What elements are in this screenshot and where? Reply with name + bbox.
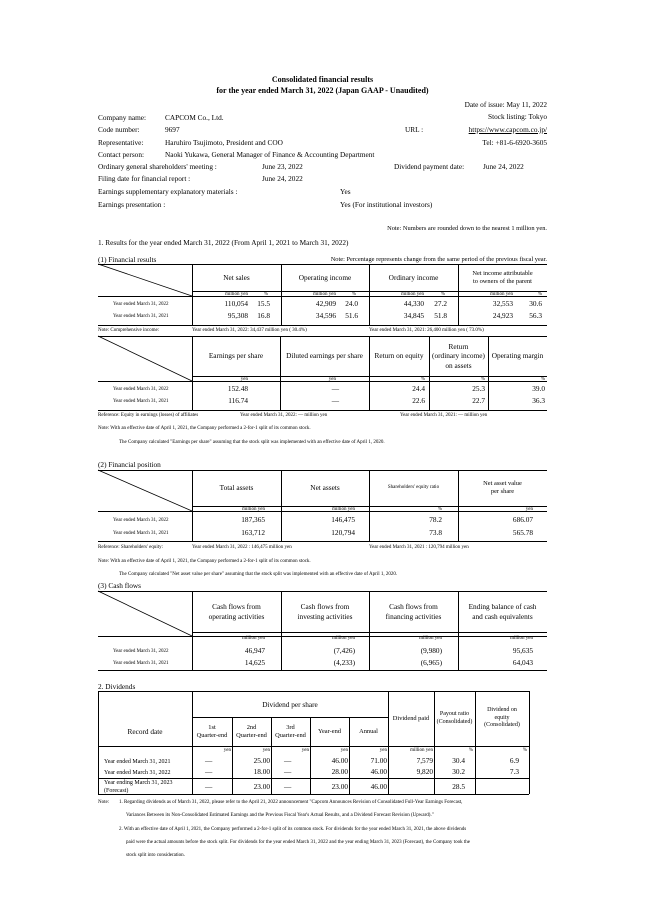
table-cell: — — [205, 767, 213, 776]
unit-label: yen — [240, 377, 248, 382]
col-3rd-quarter: 3rd Quarter-end — [275, 723, 306, 739]
row-label: Year ended March 31, 2021 — [113, 661, 169, 666]
unit-label: % — [540, 377, 545, 382]
table-cell: 163,712 — [241, 528, 265, 537]
unit-label: million yen — [490, 292, 513, 297]
unit-label: % — [420, 377, 425, 382]
unit-label: yen — [223, 748, 231, 753]
table-cell: — — [331, 396, 339, 405]
col-1st-quarter: 1st Quarter-end — [196, 723, 228, 739]
dividend-note-1a: 1. Regarding dividends as of March 31, 2022, please refer to the April 21, 2022 announcement "Capcom Announces Revision of Consolidated Full-Year Earnings Forecast, — [119, 800, 463, 805]
table-cell: 686.07 — [512, 515, 533, 524]
col-operating-income: Operating income — [298, 272, 352, 282]
table-cell: 187,365 — [241, 515, 265, 524]
table-cell: 56.3 — [529, 311, 542, 320]
dividend-note-2b: paid were the actual amounts before the stock split. For dividends for the year ended March 31, 2022 and the year ending March 31, 2023 (Forecast), the Company took the — [126, 840, 470, 845]
col-eps: Earnings per share — [208, 351, 264, 361]
table-cell: 46.00 — [331, 756, 348, 765]
table-cell: — — [284, 782, 292, 791]
table-cell: 28.5 — [452, 782, 465, 791]
col-roa: Return (ordinary income) on assets — [432, 342, 485, 370]
row-label: Year ended March 31, 2021 — [104, 759, 171, 765]
table-cell: 25.3 — [472, 384, 485, 393]
row-label: Year ended March 31, 2021 — [113, 531, 169, 536]
unit-label: % — [522, 748, 527, 753]
table-cell: 51.6 — [345, 311, 358, 320]
filing-value: June 24, 2022 — [262, 174, 303, 183]
table-cell: 46,947 — [244, 646, 265, 655]
equity-affiliates-ref: Reference: Equity in earnings (losses) of affiliates — [98, 413, 199, 418]
table-cell: (9,980) — [420, 646, 442, 655]
col-operating-cf: Cash flows from operating activities — [208, 602, 265, 621]
col-net-assets: Net assets — [310, 483, 340, 493]
url-label: URL : — [405, 125, 424, 134]
row-label: Year ended March 31, 2022 — [104, 770, 171, 776]
col-dividend-per-share: Dividend per share — [262, 700, 318, 710]
representative-label: Representative: — [98, 138, 144, 147]
row-label: Year ended March 31, 2021 — [113, 314, 169, 319]
unit-label: yen — [301, 748, 309, 753]
table-cell: 95,635 — [512, 646, 533, 655]
table-cell: 15.5 — [257, 299, 270, 308]
report-title-line1: Consolidated financial results — [271, 75, 374, 84]
dividend-payment-label: Dividend payment date: — [394, 162, 465, 171]
col-net-income: Net income attributable to owners of the parent — [472, 269, 533, 285]
unit-label: yen — [328, 377, 336, 382]
col-dividend-on-equity: Dividend on equity (Consolidated) — [484, 707, 520, 729]
table-cell: 18.00 — [253, 767, 270, 776]
company-label: Company name: — [98, 113, 147, 122]
col-annual: Annual — [359, 727, 378, 735]
unit-label: % — [437, 507, 442, 512]
dividends-heading: 2. Dividends — [98, 682, 136, 691]
table-cell: 152.48 — [227, 384, 248, 393]
table-cell: 27.2 — [434, 299, 447, 308]
table-cell: 25.00 — [253, 756, 270, 765]
col-roe: Return on equity — [374, 351, 424, 361]
table-cell: 565.78 — [512, 528, 533, 537]
table-cell: — — [205, 756, 213, 765]
unit-label: million yen — [510, 636, 533, 641]
table-cell: 42,909 — [315, 299, 336, 308]
shareholders-equity-2022: Year ended March 31, 2022 : 146,475 million yen — [192, 545, 292, 550]
rounding-note: Note: Numbers are rounded down to the nearest 1 million yen. — [387, 225, 547, 232]
table-cell: 23.00 — [253, 782, 270, 791]
equity-affiliates-2021: Year ended March 31, 2021: — million yen — [400, 413, 488, 418]
dividend-note-1b: Variances Between its Non-Consolidated Estimated Earnings and the Previous Fiscal Year's Actual Results, and a Dividend Forecast Revision (Upward)." — [126, 813, 434, 818]
table-cell: 44,330 — [403, 299, 424, 308]
table-cell: 30.2 — [452, 767, 465, 776]
table-cell: 64,043 — [512, 658, 533, 667]
col-record-date: Record date — [127, 726, 163, 736]
table-cell: — — [331, 384, 339, 393]
unit-label: % — [468, 748, 473, 753]
table-cell: 7,579 — [416, 756, 433, 765]
table-cell: (4,233) — [333, 658, 355, 667]
table-cell: 46.00 — [370, 767, 387, 776]
shareholders-equity-2021: Year ended March 31, 2021 : 120,794 million yen — [369, 545, 469, 550]
table-cell: 39.0 — [532, 384, 545, 393]
unit-label: million yen — [225, 292, 248, 297]
row-label: Year ending March 31, 2023 (Forecast) — [104, 780, 173, 794]
table-cell: 22.6 — [412, 396, 425, 405]
table-cell: 146,475 — [331, 515, 355, 524]
table-cell: 32,553 — [492, 299, 513, 308]
row-label: Year ended March 31, 2022 — [113, 387, 169, 392]
table-cell: 23.00 — [331, 782, 348, 791]
table-cell: 6.9 — [509, 756, 519, 765]
dividend-payment-value: June 24, 2022 — [483, 162, 524, 171]
financial-position-heading: (2) Financial position — [98, 460, 161, 469]
col-nav-per-share: Net asset value per share — [483, 480, 522, 495]
table-cell: 16.8 — [257, 311, 270, 320]
table-cell: 14,625 — [244, 658, 265, 667]
col-operating-margin: Operating margin — [491, 351, 544, 361]
table-cell: 24,923 — [492, 311, 513, 320]
dividend-note-2a: 2. With an effective date of April 1, 2021, the Company performed a 2-for-1 split of its common stock. For dividends for the year ended March 31, 2021, the above dividends — [119, 827, 467, 832]
table-cell: 34,596 — [315, 311, 336, 320]
equity-affiliates-2022: Year ended March 31, 2022: — million yen — [240, 413, 328, 418]
table-cell: 73.8 — [429, 528, 442, 537]
comprehensive-income-2021: Year ended March 31, 2021: 26,400 million yen ( 73.0%) — [369, 328, 484, 333]
unit-label: million yen — [242, 636, 265, 641]
col-dividend-paid: Dividend paid — [392, 714, 430, 722]
row-label: Year ended March 31, 2022 — [113, 649, 169, 654]
unit-label: million yen — [332, 507, 355, 512]
unit-label: yen — [262, 748, 270, 753]
col-investing-cf: Cash flows from investing activities — [297, 602, 353, 621]
unit-label: million yen — [410, 748, 433, 753]
unit-label: yen — [340, 748, 348, 753]
unit-label: % — [537, 292, 542, 297]
supplementary-label: Earnings supplementary explanatory materials : — [98, 187, 238, 196]
table-cell: — — [205, 782, 213, 791]
table-cell: 9,820 — [416, 767, 433, 776]
col-payout-ratio: Payout ratio (Consolidated) — [436, 711, 473, 725]
agm-value: June 23, 2022 — [262, 162, 303, 171]
table-cell: 78.2 — [429, 515, 442, 524]
row-label: Year ended March 31, 2021 — [113, 399, 169, 404]
comprehensive-income-note: Note: Comprehensive income: — [98, 328, 160, 333]
telephone: Tel: +81-6-6920-3605 — [482, 138, 547, 147]
supplementary-value: Yes — [340, 187, 351, 196]
unit-label: % — [351, 292, 356, 297]
table-cell: 28.00 — [331, 767, 348, 776]
presentation-label: Earnings presentation : — [98, 200, 166, 209]
table-cell: (7,426) — [333, 646, 355, 655]
section1-title: 1. Results for the year ended March 31, 2022 (From April 1, 2021 to March 31, 2022) — [98, 238, 349, 247]
table-cell: 36.3 — [532, 396, 545, 405]
unit-label: million yen — [401, 292, 424, 297]
unit-label: % — [480, 377, 485, 382]
col-year-end: Year-end — [317, 727, 341, 735]
table-cell: (6,965) — [420, 658, 442, 667]
table-cell: 30.4 — [452, 756, 465, 765]
unit-label: % — [263, 292, 268, 297]
table-cell: 24.4 — [412, 384, 425, 393]
unit-label: % — [440, 292, 445, 297]
shareholders-equity-ref: Reference: Shareholders' equity: — [98, 545, 164, 550]
financial-results-heading: (1) Financial results — [98, 255, 157, 264]
dividend-note-label: Note: — [98, 800, 110, 805]
representative-value: Haruhiro Tsujimoto, President and COO — [165, 138, 283, 147]
unit-label: million yen — [242, 507, 265, 512]
row-label: Year ended March 31, 2022 — [113, 518, 169, 523]
company-value: CAPCOM Co., Ltd. — [165, 113, 224, 122]
row-label: Year ended March 31, 2022 — [113, 302, 169, 307]
table-cell: 46.00 — [370, 782, 387, 791]
table-cell: 24.0 — [345, 299, 358, 308]
table-cell: 51.8 — [434, 311, 447, 320]
financial-results-note: Note: Percentage represents change from the same period of the previous fiscal year. — [330, 256, 547, 263]
col-diluted-eps: Diluted earnings per share — [286, 351, 363, 361]
unit-label: million yen — [313, 292, 336, 297]
contact-label: Contact person: — [98, 150, 145, 159]
company-url-link[interactable]: https://www.capcom.co.jp/ — [468, 125, 547, 134]
table-cell: 120,794 — [331, 528, 355, 537]
col-total-assets: Total assets — [219, 483, 254, 493]
col-ordinary-income: Ordinary income — [388, 272, 439, 282]
stock-listing: Stock listing: Tokyo — [488, 112, 547, 121]
col-net-sales: Net sales — [223, 272, 250, 282]
eps-split-note-2: The Company calculated "Earnings per share" assuming that the stock split was implemented with an effective date of April 1, 2020. — [119, 440, 385, 445]
table-cell: 7.3 — [509, 767, 519, 776]
table-cell: — — [284, 756, 292, 765]
report-title-line2: for the year ended March 31, 2022 (Japan GAAP - Unaudited) — [216, 86, 429, 95]
unit-label: million yen — [419, 636, 442, 641]
table-cell: 95,308 — [227, 311, 248, 320]
table-cell: 30.6 — [529, 299, 542, 308]
eps-split-note: Note: With an effective date of April 1, 2021, the Company performed a 2-for-1 split of its common stock. — [98, 426, 311, 431]
col-ending-cash: Ending balance of cash and cash equivalents — [468, 602, 537, 621]
table-cell: — — [284, 767, 292, 776]
unit-label: yen — [379, 748, 387, 753]
nav-split-note: Note: With an effective date of April 1, 2021, the Company performed a 2-for-1 split of its common stock. — [98, 559, 311, 564]
table-cell: 116.74 — [228, 396, 248, 405]
unit-label: million yen — [332, 636, 355, 641]
nav-split-note-2: The Company calculated "Net asset value per share" assuming that the stock split was implemented with an effective date of April 1, 2020. — [119, 572, 398, 577]
table-cell: 34,845 — [403, 311, 424, 320]
date-of-issue: Date of issue: May 11, 2022 — [464, 100, 547, 109]
cash-flows-heading: (3) Cash flows — [98, 581, 141, 590]
comprehensive-income-2022: Year ended March 31, 2022: 34,437 million yen ( 30.4%) — [192, 328, 307, 333]
agm-label: Ordinary general shareholders' meeting : — [98, 162, 217, 171]
presentation-value: Yes (For institutional investors) — [340, 200, 433, 209]
col-2nd-quarter: 2nd Quarter-end — [236, 723, 267, 739]
table-cell: 71.00 — [370, 756, 387, 765]
col-equity-ratio: Shareholders' equity ratio — [387, 484, 440, 490]
contact-value: Naoki Yukawa, General Manager of Finance & Accounting Department — [165, 150, 375, 159]
unit-label: yen — [525, 507, 533, 512]
table-cell: 22.7 — [472, 396, 485, 405]
code-label: Code number: — [98, 125, 140, 134]
col-financing-cf: Cash flows from financing activities — [385, 602, 442, 621]
table-cell: 110,054 — [224, 299, 248, 308]
code-value: 9697 — [165, 125, 180, 134]
dividend-note-2c: stock split into consideration. — [126, 853, 185, 858]
filing-label: Filing date for financial report : — [98, 174, 191, 183]
